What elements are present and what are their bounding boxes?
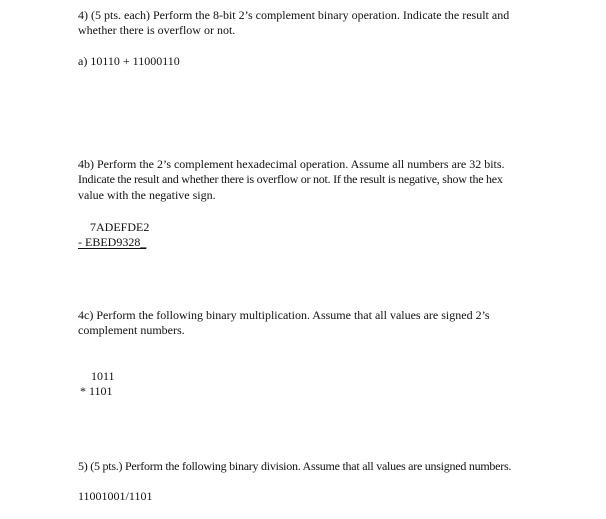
q4c-instruction-line1: 4c) Perform the following binary multiplication. Assume that all values are signed 2’s [78,308,490,322]
q4-instruction-line1: 4) (5 pts. each) Perform the 8-bit 2’s complement binary operation. Indicate the result and [78,8,510,22]
q4b-operand1: 7ADEFDE2 [90,220,150,234]
q4b-instruction-line1: 4b) Perform the 2’s complement hexadecimal operation. Assume all numbers are 32 bits. [78,157,505,171]
q4c-operand2: * 1101 [80,384,113,398]
q4c-instruction-line2: complement numbers. [78,323,185,337]
q4c-operand1: 1011 [91,369,115,383]
q5-expression: 11001001/1101 [78,489,153,503]
q4b-instruction-line3: value with the negative sign. [78,188,216,202]
q4a-expression: a) 10110 + 11000110 [78,54,180,68]
q5-instruction-line1: 5) (5 pts.) Perform the following binary division. Assume that all values are unsigned numbers. [78,459,512,473]
q4b-operand2: - EBED9328_ [78,235,147,249]
q4-instruction-line2: whether there is overflow or not. [78,23,236,37]
q4b-instruction-line2: Indicate the result and whether there is overflow or not. If the result is negative, show the hex [78,172,503,186]
